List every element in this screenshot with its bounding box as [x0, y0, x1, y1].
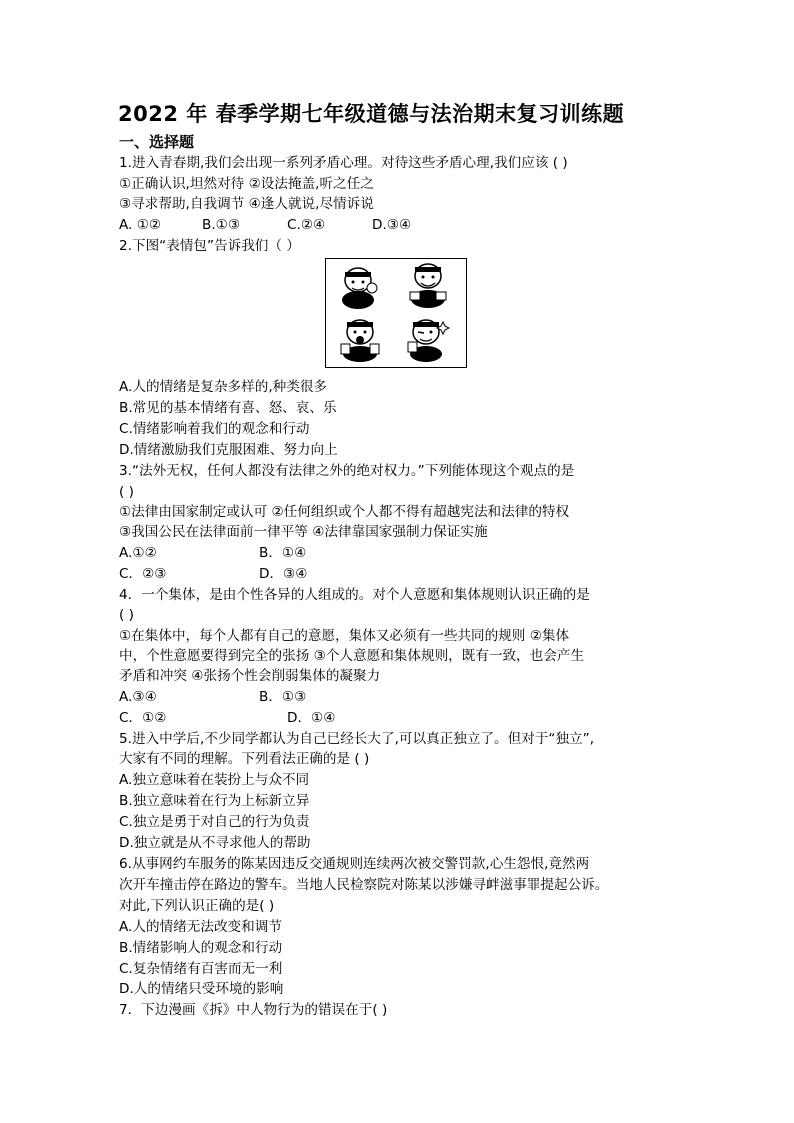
q4-option-c: C．①② — [119, 710, 167, 726]
q4-option-a: A.③④ — [119, 689, 157, 705]
q2-option-d: D.情绪激励我们克服困难、努力向上 — [119, 442, 338, 458]
q5-stem: 5.进入中学后,不少同学都认为自己已经长大了,可以真正独立了。但对于“独立”, — [119, 731, 595, 747]
q5-option-a: A.独立意味着在装扮上与众不同 — [119, 772, 310, 788]
q1-statements-1: ①正确认识,坦然对待 ②设法掩盖,听之任之 — [119, 176, 374, 192]
q2-stem: 2.下图“表情包”告诉我们（ ） — [119, 238, 300, 254]
q5-option-b: B.独立意味着在行为上标新立异 — [119, 793, 310, 809]
q4-statements-2: 中，个性意愿要得到完全的张扬 ③个人意愿和集体规则，既有一致，也会产生 — [119, 648, 585, 664]
q5-stem-2: 大家有不同的理解。下列看法正确的是 ( ) — [119, 751, 370, 767]
page-title: 2022 年 春季学期七年级道德与法治期末复习训练题 — [118, 102, 625, 126]
q6-stem-3: 对此,下列认识正确的是( ) — [119, 898, 275, 914]
q3-option-d: D．③④ — [259, 566, 308, 582]
q3-option-b: B．①④ — [259, 545, 307, 561]
q3-answer-paren: ( ) — [119, 484, 134, 500]
q4-option-b: B．①③ — [259, 689, 307, 705]
q4-answer-paren: ( ) — [119, 607, 134, 623]
q3-option-c: C．②③ — [119, 566, 167, 582]
meme-face-icon — [338, 264, 382, 310]
section-heading: 一、选择题 — [119, 133, 195, 151]
q4-statements-3: 矛盾和冲突 ④张扬个性会削弱集体的凝聚力 — [119, 668, 381, 684]
q3-statements-2: ③我国公民在法律面前一律平等 ④法律靠国家强制力保证实施 — [119, 524, 488, 540]
q4-option-d: D．①④ — [287, 710, 336, 726]
q3-statements-1: ①法律由国家制定或认可 ②任何组织或个人都不得有超越宪法和法律的特权 — [119, 504, 570, 520]
q6-option-a: A.人的情绪无法改变和调节 — [119, 919, 282, 935]
q2-option-a: A.人的情绪是复杂多样的,种类很多 — [119, 379, 328, 395]
q1-option-d: D.③④ — [372, 217, 412, 233]
q7-stem: 7．下边漫画《拆》中人物行为的错误在于( ) — [119, 1002, 388, 1018]
q5-option-d: D.独立就是从不寻求他人的帮助 — [119, 835, 311, 851]
meme-face-icon — [406, 316, 450, 362]
q4-statements-1: ①在集体中，每个人都有自己的意愿，集体又必须有一些共同的规则 ②集体 — [119, 628, 570, 644]
q6-stem: 6.从事网约车服务的陈某因违反交通规则连续两次被交警罚款,心生怨恨,竟然两 — [119, 856, 590, 872]
q1-stem: 1.进入青春期,我们会出现一系列矛盾心理。对待这些矛盾心理,我们应该 ( ) — [119, 155, 568, 171]
q1-option-a: A. ①② — [119, 217, 162, 233]
q3-stem: 3.“法外无权，任何人都没有法律之外的绝对权力。”下列能体现这个观点的是 — [119, 463, 575, 479]
q6-option-b: B.情绪影响人的观念和行动 — [119, 940, 283, 956]
q4-stem: 4．一个集体，是由个性各异的人组成的。对个人意愿和集体规则认识正确的是 — [119, 587, 590, 603]
q2-option-b: B.常见的基本情绪有喜、怒、哀、乐 — [119, 400, 337, 416]
q1-option-b: B.①③ — [202, 217, 241, 233]
meme-face-icon — [338, 316, 382, 362]
q6-option-d: D.人的情绪只受环境的影响 — [119, 981, 284, 997]
q3-option-a: A.①② — [119, 545, 157, 561]
q2-option-c: C.情绪影响着我们的观念和行动 — [119, 421, 310, 437]
emoji-figure — [325, 258, 467, 368]
q6-option-c: C.复杂情绪有百害而无一利 — [119, 961, 283, 977]
q6-stem-2: 次开车撞击停在路边的警车。当地人民检察院对陈某以涉嫌寻衅滋事罪提起公诉。 — [119, 877, 609, 893]
q1-statements-2: ③寻求帮助,自我调节 ④逢人就说,尽情诉说 — [119, 196, 374, 212]
meme-face-icon — [406, 262, 450, 308]
q5-option-c: C.独立是勇于对自己的行为负责 — [119, 814, 310, 830]
q1-option-c: C.②④ — [287, 217, 326, 233]
